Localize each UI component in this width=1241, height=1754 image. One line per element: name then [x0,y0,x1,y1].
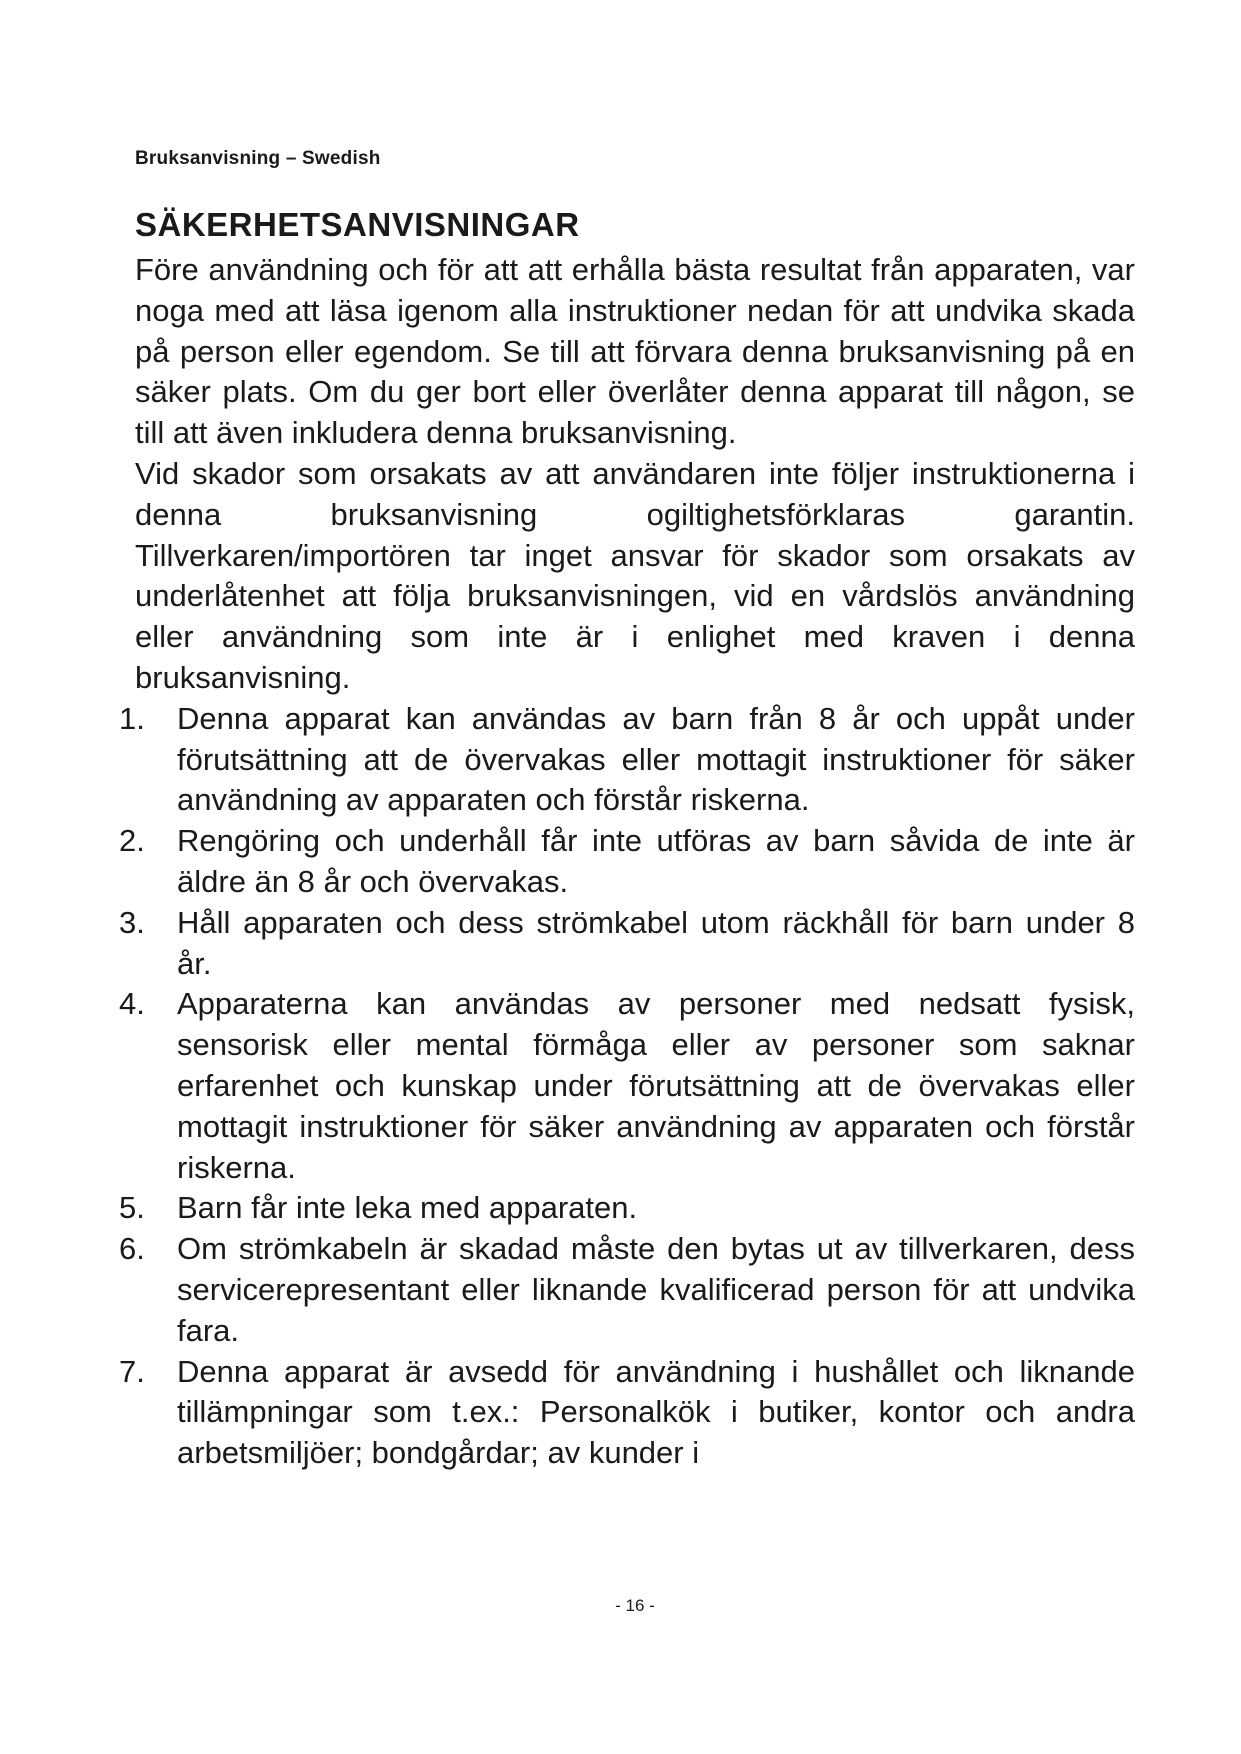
section-body [119,250,1135,1474]
list-item [119,821,1135,903]
list-item-text: Om strömkabeln är skadad måste den bytas ut av tillverkaren, dess servicerepresentant eller liknande kvalificerad person för att undvika fara. [177,1231,1135,1348]
safety-rules-list [119,699,1135,1474]
list-item-text: Apparaterna kan användas av personer med nedsatt fysisk, sensorisk eller mental förmåga eller av personer som saknar erfarenhet och kunskap under förutsättning att de övervakas eller mottagit instruktioner för säker användning av apparaten och förstår riskerna. [177,986,1135,1185]
list-item-number: 4. [119,986,145,1022]
list-item-text: Barn får inte leka med apparaten. [177,1190,638,1226]
list-item-text: Rengöring och underhåll får inte utföras av barn såvida de inte är äldre än 8 år och övervakas. [177,823,1135,899]
list-item-number: 2. [119,823,145,859]
list-item-text: Denna apparat är avsedd för användning i hushållet och liknande tillämpningar som t.ex.: Personalkök i butiker, kontor och andra arbetsmiljöer; bondgårdar; av kunder i [177,1353,1135,1471]
list-item [119,1188,1135,1229]
list-item [119,1352,1135,1474]
document-language-header: Bruksanvisning – Swedish [135,148,381,169]
list-item-text: Denna apparat kan användas av barn från 8 år och uppåt under förutsättning att de övervakas eller mottagit instruktioner för säker användning av apparaten och förstår riskerna. [177,700,1135,818]
list-item [119,1229,1135,1351]
list-item-number: 6. [119,1231,145,1267]
list-item [119,984,1135,1188]
list-item-number: 1. [119,700,145,736]
list-item-number: 5. [119,1190,145,1226]
list-item-number: 3. [119,904,145,940]
manual-page [119,0,1135,1754]
list-item [119,699,1135,821]
warranty-paragraph: Vid skador som orsakats av att användaren inte följer instruktionerna i denna bruksanvisning ogiltighetsförklaras garantin. Tillverkaren/importören tar inget ansvar för skador som orsakats av underlåtenhet att följa bruksanvisningen, vid en vårdslös användning eller användning som inte är i enlighet med kraven i denna bruksanvisning. [135,455,1135,695]
list-item-text: Håll apparaten och dess strömkabel utom räckhåll för barn under 8 år. [177,904,1135,981]
page-number: - 16 - [615,1596,655,1615]
list-item [119,903,1135,985]
section-title: SÄKERHETSANVISNINGAR [135,206,580,243]
intro-paragraph: Före användning och för att att erhålla bästa resultat från apparaten, var noga med att läsa igenom alla instruktioner nedan för att undvika skada på person eller egendom. Se till att förvara denna bruksanvisning på en säker plats. Om du ger bort eller överlåter denna apparat till någon, se till att även inkludera denna bruksanvisning. [135,252,1135,451]
list-item-number: 7. [119,1353,145,1389]
